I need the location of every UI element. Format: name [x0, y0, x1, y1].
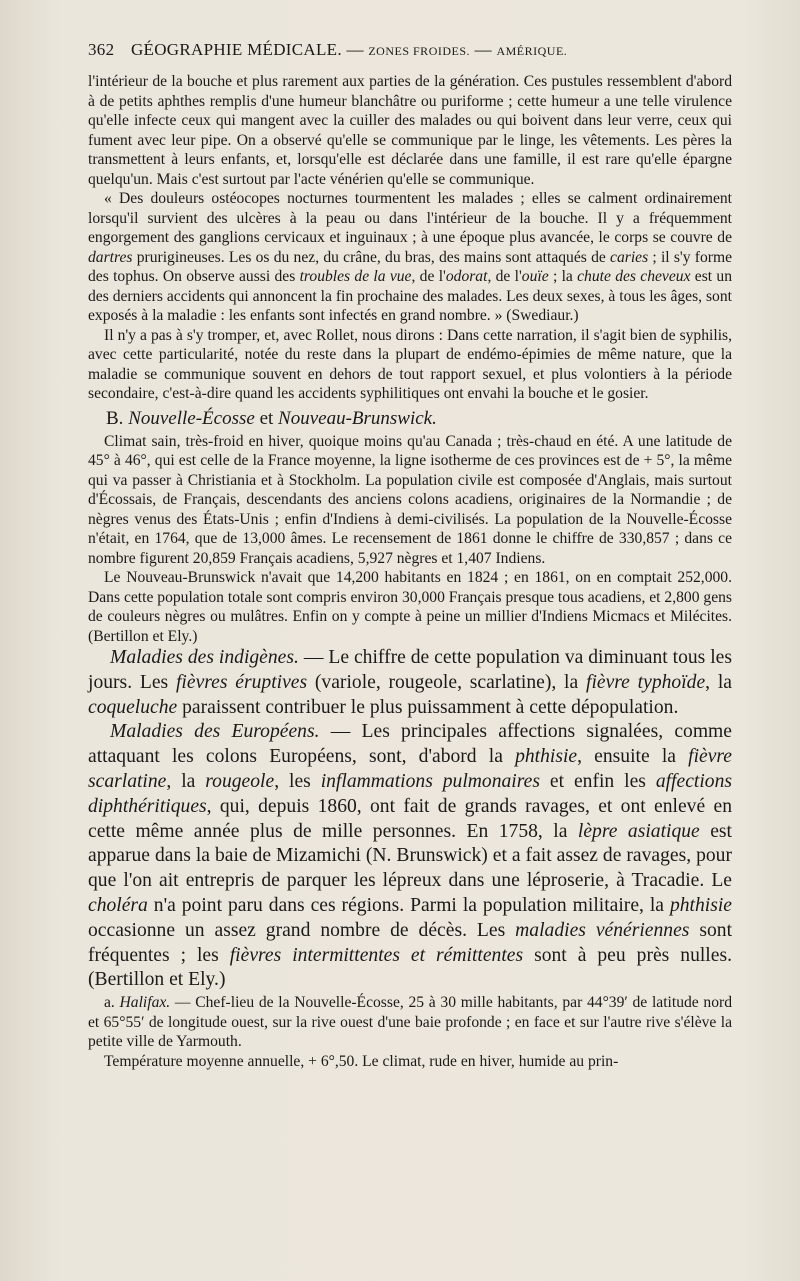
paragraph-climat: Climat sain, très-froid en hiver, quoique moins qu'au Canada ; très-chaud en été. A une latitude de 45° à 46°, qui est celle de la France moyenne, la ligne isotherme de ces provinces est de + 5°, la même qui va passer à Christiania et à Stockholm. La population civile est composée d'Anglais, mais surtout d'Écossais, de Français, descendants des anciens colons acadiens, originaires de la Normandie ; de nègres venus des États-Unis ; enfin d'Indiens à demi-civilisés. La population de la Nouvelle-Écosse n'était, en 1764, que de 13,000 âmes. Le recensement de 1861 donne le chiffre de 330,857 ; dans ce nombre figurent 20,859 Français acadiens, 5,927 nègres et 1,407 Indiens.: [88, 432, 732, 567]
header-dash: —: [474, 40, 492, 59]
paragraph-swediaur-quote: « Des douleurs ostéocopes nocturnes tourmentent les malades ; elles se calment ordinairement lorsqu'il survient des ulcères à la peau ou dans l'intérieur de la bouche. Il y a fréquemment engorgement des ganglions cervicaux et inguinaux ; à une époque plus avancée, le corps se couvre de dartres prurigineuses. Les os du nez, du crâne, du bras, des mains sont attaqués de caries ; il s'y forme des tophus. On observe aussi des troubles de la vue, de l'odorat, de l'ouïe ; la chute des cheveux est un des derniers accidents qui annoncent la fin prochaine des malades. Les deux sexes, à tous les âges, sont exposés à la maladie : les enfants sont infectés en grand nombre. » (Swediaur.): [88, 190, 733, 324]
paragraph-temperature: Température moyenne annuelle, + 6°,50. Le climat, rude en hiver, humide au prin-: [104, 1052, 619, 1070]
paragraph-maladies-indigenes: Maladies des indigènes. — Le chiffre de cette population va diminuant tous les jours. Les fièvres éruptives (variole, rougeole, scarlatine), la fièvre typhoïde, la coqueluche paraissent contribuer le plus puissamment à cette dépopulation.: [88, 647, 732, 718]
section-heading-b: B. Nouvelle-Écosse et Nouveau-Brunswick.: [106, 407, 437, 429]
header-dash: —: [346, 40, 364, 59]
header-region: AMÉRIQUE.: [496, 44, 568, 58]
page-body: [88, 72, 732, 1071]
header-title: GÉOGRAPHIE MÉDICALE.: [130, 40, 342, 59]
paragraph-nouveau-brunswick: Le Nouveau-Brunswick n'avait que 14,200 habitants en 1824 ; en 1861, on en comptait 252,000. Dans cette population totale sont compris environ 30,000 Français presque tous acadiens, et 2,800 gens de couleurs nègres ou mulâtres. Enfin on y compte à peine un millier d'Indiens Micmacs et Milécites. (Bertillon et Ely.): [88, 569, 732, 645]
header-section: ZONES FROIDES.: [368, 44, 471, 58]
running-header: [88, 40, 738, 60]
paragraph-halifax: a. Halifax. — Chef-lieu de la Nouvelle-Écosse, 25 à 30 mille habitants, par 44°39′ de latitude nord et 65°55′ de longitude ouest, sur la rive ouest d'une baie profonde ; en face et sur l'autre rive s'élève la petite ville de Yarmouth.: [88, 994, 732, 1051]
paragraph-pustules: l'intérieur de la bouche et plus rarement aux parties de la génération. Ces pustules ressemblent d'abord à de petits aphthes remplis d'une humeur blanchâtre ou puriforme ; cette humeur a une telle virulence qu'elle infecte ceux qui mangent avec la cuiller des malades ou qui boivent dans leur verre, ceux qui fument avec leur pipe. On a observé qu'elle se communique par le linge, les vêtements. Les pères la transmettent à leurs enfants, et, lorsqu'elle est déclarée dans une famille, il est rare qu'elle épargne quelqu'un. Mais c'est surtout par l'acte vénérien qu'elle se communique.: [88, 73, 732, 188]
page-number: 362: [88, 40, 115, 59]
paragraph-rollet: Il n'y a pas à s'y tromper, et, avec Rollet, nous dirons : Dans cette narration, il s'agit bien de syphilis, avec cette particularité, notée du reste dans la plupart de endémo-épimies de même nature, que la maladie se communique souvent en dehors de tout rapport sexuel, et plus volontiers à la période secondaire, c'est-à-dire quand les accidents syphilitiques ont envahi la bouche et le gosier.: [88, 326, 732, 402]
paragraph-maladies-europeens: Maladies des Européens. — Les principales affections signalées, comme attaquant les colons Européens, sont, d'abord la phthisie, ensuite la fièvre scarlatine, la rougeole, les inflammations pulmonaires et enfin les affections diphthéritiques, qui, depuis 1860, ont fait de grands ravages, et ont enlevé en cette même année plus de mille personnes. En 1758, la lèpre asiatique est apparue dans la baie de Mizamichi (N. Brunswick) et a fait assez de ravages, pour que l'on ait entrepris de parquer les lépreux dans une léproserie, à Tracadie. Le choléra n'a point paru dans ces régions. Parmi la population militaire, la phthisie occasionne un assez grand nombre de décès. Les maladies vénériennes sont fréquentes ; les fièvres intermittentes et rémittentes sont à peu près nulles. (Bertillon et Ely.): [88, 721, 733, 991]
